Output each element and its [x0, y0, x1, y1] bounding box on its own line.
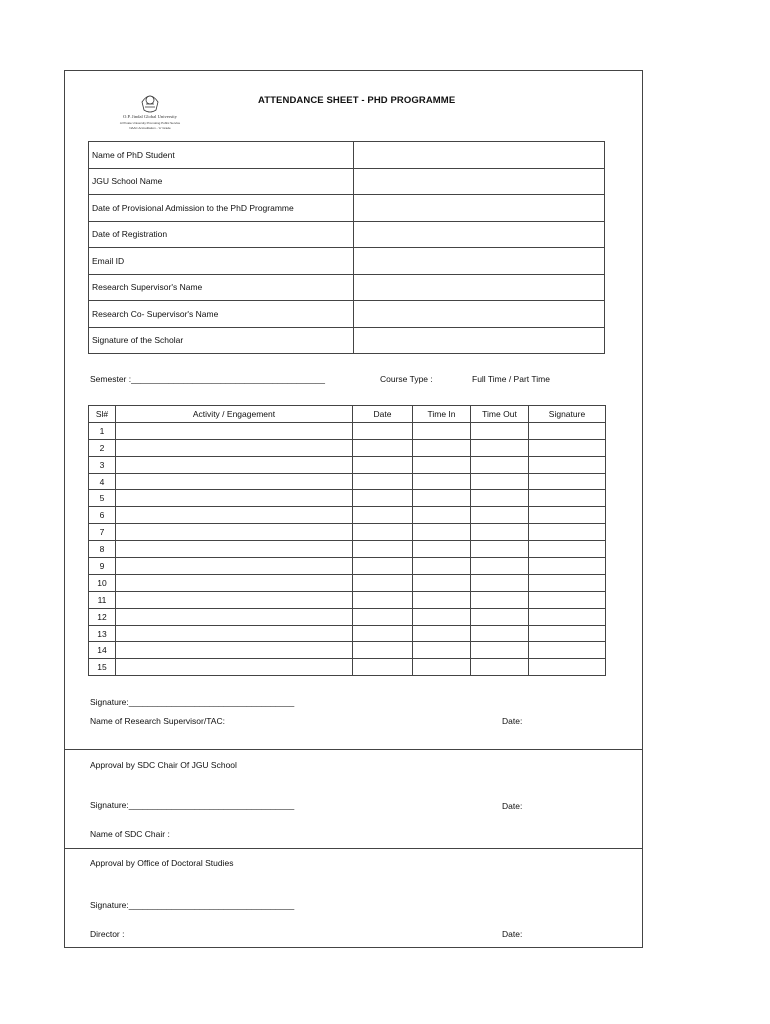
- row-number: 7: [89, 524, 116, 541]
- attendance-entry-cell[interactable]: [471, 456, 529, 473]
- row-number: 8: [89, 541, 116, 558]
- attendance-entry-cell[interactable]: [471, 642, 529, 659]
- info-value-field[interactable]: [354, 327, 605, 354]
- attendance-row: [89, 524, 606, 541]
- info-label: Date of Provisional Admission to the PhD Programme: [89, 195, 354, 222]
- attendance-entry-cell[interactable]: [471, 608, 529, 625]
- attendance-entry-cell[interactable]: [529, 541, 606, 558]
- section-divider-doctoral: [64, 848, 643, 849]
- info-value-field[interactable]: [354, 168, 605, 195]
- info-label: Research Co- Supervisor's Name: [89, 301, 354, 328]
- attendance-entry-cell[interactable]: [471, 422, 529, 439]
- attendance-entry-cell[interactable]: [529, 642, 606, 659]
- attendance-row: [89, 558, 606, 575]
- info-row: [89, 248, 605, 275]
- attendance-entry-cell[interactable]: [116, 422, 353, 439]
- info-value-field[interactable]: [354, 248, 605, 275]
- row-number: 3: [89, 456, 116, 473]
- attendance-entry-cell[interactable]: [529, 659, 606, 676]
- supervisor-signature-line[interactable]: Signature:___________________________________: [90, 697, 295, 707]
- info-label: Date of Registration: [89, 221, 354, 248]
- sdc-approval-label: Approval by SDC Chair Of JGU School: [90, 760, 237, 770]
- row-number: 4: [89, 473, 116, 490]
- row-number: 12: [89, 608, 116, 625]
- attendance-entry-cell[interactable]: [413, 541, 471, 558]
- attendance-header-cell: Signature: [529, 406, 606, 423]
- attendance-row: [89, 456, 606, 473]
- info-label: JGU School Name: [89, 168, 354, 195]
- attendance-row: [89, 659, 606, 676]
- attendance-entry-cell[interactable]: [413, 659, 471, 676]
- attendance-entry-cell[interactable]: [529, 574, 606, 591]
- attendance-row: [89, 473, 606, 490]
- attendance-entry-cell[interactable]: [353, 439, 413, 456]
- course-type-label: Course Type :: [380, 374, 433, 384]
- info-row: [89, 327, 605, 354]
- attendance-entry-cell[interactable]: [116, 574, 353, 591]
- attendance-entry-cell[interactable]: [413, 642, 471, 659]
- row-number: 9: [89, 558, 116, 575]
- attendance-entry-cell[interactable]: [471, 439, 529, 456]
- doctoral-signature-line[interactable]: Signature:___________________________________: [90, 900, 295, 910]
- attendance-entry-cell[interactable]: [116, 591, 353, 608]
- attendance-entry-cell[interactable]: [353, 608, 413, 625]
- attendance-entry-cell[interactable]: [471, 625, 529, 642]
- attendance-entry-cell[interactable]: [353, 541, 413, 558]
- doctoral-date-label: Date:: [502, 929, 523, 939]
- attendance-entry-cell[interactable]: [116, 625, 353, 642]
- attendance-header-cell: Activity / Engagement: [116, 406, 353, 423]
- attendance-entry-cell[interactable]: [116, 507, 353, 524]
- info-row: [89, 142, 605, 169]
- attendance-entry-cell[interactable]: [413, 456, 471, 473]
- attendance-entry-cell[interactable]: [413, 591, 471, 608]
- attendance-entry-cell[interactable]: [529, 558, 606, 575]
- info-label: Email ID: [89, 248, 354, 275]
- row-number: 14: [89, 642, 116, 659]
- attendance-entry-cell[interactable]: [471, 490, 529, 507]
- attendance-entry-cell[interactable]: [471, 591, 529, 608]
- info-value-field[interactable]: [354, 301, 605, 328]
- row-number: 15: [89, 659, 116, 676]
- sdc-date-label: Date:: [502, 801, 523, 811]
- info-value-field[interactable]: [354, 221, 605, 248]
- svg-text:A Private University Promoting: A Private University Promoting Public Service: [119, 121, 181, 125]
- info-label: Signature of the Scholar: [89, 327, 354, 354]
- row-number: 2: [89, 439, 116, 456]
- attendance-entry-cell[interactable]: [116, 456, 353, 473]
- attendance-entry-cell[interactable]: [529, 490, 606, 507]
- attendance-entry-cell[interactable]: [353, 574, 413, 591]
- semester-field[interactable]: Semester :_________________________________________: [90, 374, 325, 384]
- attendance-entry-cell[interactable]: [353, 473, 413, 490]
- info-value-field[interactable]: [354, 142, 605, 169]
- attendance-entry-cell[interactable]: [116, 659, 353, 676]
- row-number: 6: [89, 507, 116, 524]
- info-label: Name of PhD Student: [89, 142, 354, 169]
- attendance-row: [89, 642, 606, 659]
- row-number: 11: [89, 591, 116, 608]
- attendance-entry-cell[interactable]: [353, 591, 413, 608]
- attendance-entry-cell[interactable]: [471, 574, 529, 591]
- attendance-row: [89, 490, 606, 507]
- info-row: [89, 221, 605, 248]
- attendance-row: [89, 625, 606, 642]
- row-number: 5: [89, 490, 116, 507]
- attendance-entry-cell[interactable]: [529, 439, 606, 456]
- course-type-options[interactable]: Full Time / Part Time: [472, 374, 550, 384]
- attendance-row: [89, 507, 606, 524]
- attendance-entry-cell[interactable]: [529, 507, 606, 524]
- attendance-row: [89, 591, 606, 608]
- attendance-entry-cell[interactable]: [413, 473, 471, 490]
- attendance-entry-cell[interactable]: [353, 422, 413, 439]
- attendance-entry-cell[interactable]: [529, 625, 606, 642]
- attendance-row: [89, 422, 606, 439]
- attendance-entry-cell[interactable]: [413, 574, 471, 591]
- attendance-row: [89, 439, 606, 456]
- svg-text:NAAC Accreditation - 'A' Grade: NAAC Accreditation - 'A' Grade: [129, 126, 171, 130]
- attendance-entry-cell[interactable]: [353, 507, 413, 524]
- director-label: Director :: [90, 929, 125, 939]
- attendance-entry-cell[interactable]: [413, 524, 471, 541]
- attendance-entry-cell[interactable]: [471, 473, 529, 490]
- attendance-entry-cell[interactable]: [413, 558, 471, 575]
- attendance-entry-cell[interactable]: [116, 473, 353, 490]
- attendance-entry-cell[interactable]: [471, 507, 529, 524]
- attendance-entry-cell[interactable]: [471, 558, 529, 575]
- attendance-entry-cell[interactable]: [353, 659, 413, 676]
- attendance-entry-cell[interactable]: [529, 456, 606, 473]
- attendance-header-cell: Sl#: [89, 406, 116, 423]
- form-title: ATTENDANCE SHEET - PHD PROGRAMME: [258, 95, 456, 106]
- attendance-entry-cell[interactable]: [471, 524, 529, 541]
- sdc-chair-name-label: Name of SDC Chair :: [90, 829, 170, 839]
- supervisor-name-label: Name of Research Supervisor/TAC:: [90, 716, 225, 726]
- svg-text:O.P. Jindal Global University: O.P. Jindal Global University: [123, 114, 177, 119]
- attendance-entry-cell[interactable]: [413, 490, 471, 507]
- row-number: 10: [89, 574, 116, 591]
- attendance-entry-cell[interactable]: [116, 439, 353, 456]
- info-row: [89, 301, 605, 328]
- attendance-entry-cell[interactable]: [413, 507, 471, 524]
- row-number: 1: [89, 422, 116, 439]
- attendance-header-cell: Time In: [413, 406, 471, 423]
- attendance-entry-cell[interactable]: [413, 439, 471, 456]
- attendance-entry-cell[interactable]: [529, 473, 606, 490]
- section-divider-sdc: [64, 749, 643, 750]
- attendance-entry-cell[interactable]: [353, 490, 413, 507]
- student-info-table: [88, 141, 605, 354]
- university-logo: [112, 88, 188, 132]
- attendance-entry-cell[interactable]: [529, 591, 606, 608]
- row-number: 13: [89, 625, 116, 642]
- attendance-entry-cell[interactable]: [413, 625, 471, 642]
- attendance-row: [89, 541, 606, 558]
- attendance-entry-cell[interactable]: [353, 558, 413, 575]
- attendance-entry-cell[interactable]: [116, 524, 353, 541]
- attendance-entry-cell[interactable]: [471, 541, 529, 558]
- attendance-entry-cell[interactable]: [116, 558, 353, 575]
- attendance-row: [89, 608, 606, 625]
- attendance-entry-cell[interactable]: [529, 524, 606, 541]
- attendance-header-cell: Date: [353, 406, 413, 423]
- attendance-entry-cell[interactable]: [413, 422, 471, 439]
- attendance-entry-cell[interactable]: [353, 524, 413, 541]
- info-value-field[interactable]: [354, 195, 605, 222]
- attendance-entry-cell[interactable]: [471, 659, 529, 676]
- doctoral-approval-label: Approval by Office of Doctoral Studies: [90, 858, 234, 868]
- supervisor-date-label: Date:: [502, 716, 523, 726]
- attendance-row: [89, 574, 606, 591]
- attendance-entry-cell[interactable]: [353, 642, 413, 659]
- attendance-entry-cell[interactable]: [116, 608, 353, 625]
- sdc-signature-line[interactable]: Signature:___________________________________: [90, 800, 295, 810]
- attendance-entry-cell[interactable]: [413, 608, 471, 625]
- attendance-table: [88, 405, 606, 676]
- attendance-header-cell: Time Out: [471, 406, 529, 423]
- info-value-field[interactable]: [354, 274, 605, 301]
- attendance-entry-cell[interactable]: [529, 608, 606, 625]
- attendance-entry-cell[interactable]: [116, 490, 353, 507]
- attendance-entry-cell[interactable]: [529, 422, 606, 439]
- attendance-entry-cell[interactable]: [116, 642, 353, 659]
- info-label: Research Supervisor's Name: [89, 274, 354, 301]
- info-row: [89, 195, 605, 222]
- info-row: [89, 274, 605, 301]
- attendance-entry-cell[interactable]: [353, 625, 413, 642]
- attendance-entry-cell[interactable]: [116, 541, 353, 558]
- info-row: [89, 168, 605, 195]
- attendance-entry-cell[interactable]: [353, 456, 413, 473]
